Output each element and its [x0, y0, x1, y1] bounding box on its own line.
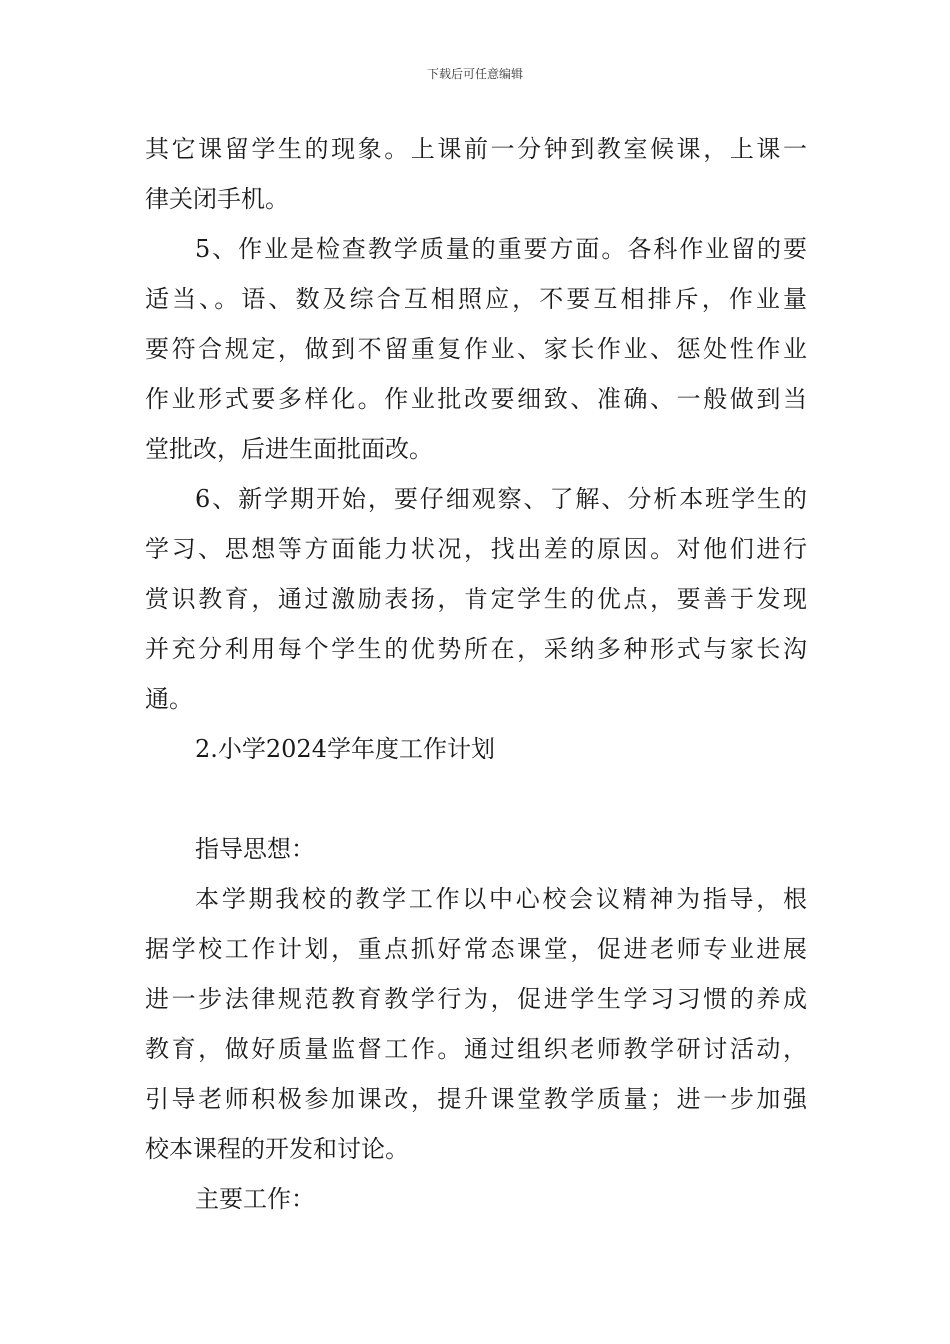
- blank-line: [145, 774, 807, 824]
- text-line: 进一步法律规范教育教学行为，促进学生学习习惯的养成: [145, 985, 807, 1013]
- text-line: 要符合规定，做到不留重复作业、家长作业、惩处性作业: [145, 335, 807, 363]
- text-line: 适当、。语、数及综合互相照应，不要互相排斥，作业量: [145, 285, 807, 313]
- text-line: 通。: [145, 685, 193, 713]
- text-line: 律关闭手机。: [145, 185, 289, 213]
- document-body: [145, 124, 807, 1224]
- text-line: 据学校工作计划，重点抓好常态课堂，促进老师专业进展: [145, 935, 807, 963]
- text-line: 学习、思想等方面能力状况，找出差的原因。对他们进行: [145, 535, 807, 563]
- paragraph-start-line: 6、新学期开始，要仔细观察、了解、分析本班学生的: [195, 485, 807, 513]
- text-line: 作业形式要多样化。作业批改要细致、准确、一般做到当: [145, 385, 807, 413]
- subheading-main-work: 主要工作：: [195, 1185, 315, 1213]
- text-line: 并充分利用每个学生的优势所在，采纳多种形式与家长沟: [145, 635, 807, 663]
- text-line: 校本课程的开发和讨论。: [145, 1135, 409, 1163]
- paragraph-start-line: 5、作业是检查教学质量的重要方面。各科作业留的要: [195, 235, 807, 263]
- section-heading: 2.小学2024学年度工作计划: [195, 735, 495, 763]
- paragraph-start-line: 本学期我校的教学工作以中心校会议精神为指导，根: [195, 885, 807, 913]
- page-header-note: 下载后可任意编辑: [426, 67, 523, 81]
- text-line: 赏识教育，通过激励表扬，肯定学生的优点，要善于发现: [145, 585, 807, 613]
- text-line: 其它课留学生的现象。上课前一分钟到教室候课，上课一: [145, 135, 807, 163]
- text-line: 教育，做好质量监督工作。通过组织老师教学研讨活动，: [145, 1035, 807, 1063]
- subheading-guiding-ideology: 指导思想：: [195, 835, 315, 863]
- text-line: 引导老师积极参加课改，提升课堂教学质量；进一步加强: [145, 1085, 807, 1113]
- text-line: 堂批改，后进生面批面改。: [145, 435, 433, 463]
